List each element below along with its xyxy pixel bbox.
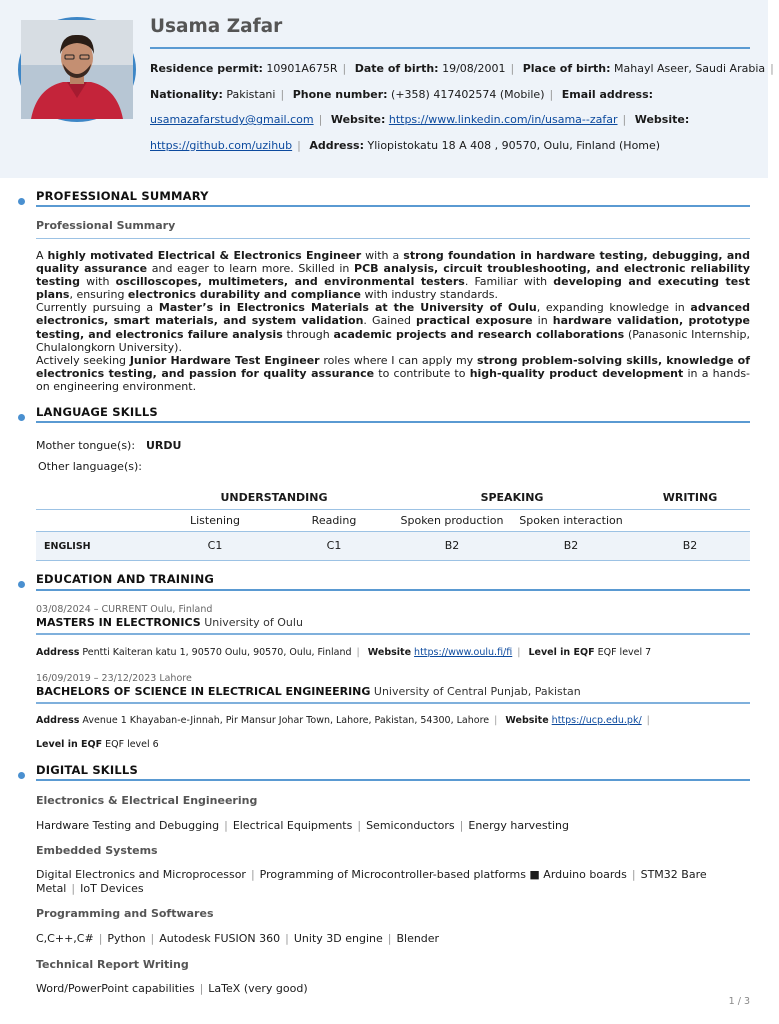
skill-item: Word/PowerPoint capabilities [36,982,195,995]
header-line-3 [150,113,689,126]
edu-school: University of Oulu [204,616,303,629]
section-bullet-icon [18,772,25,779]
skill-item: Hardware Testing and Debugging [36,819,220,832]
table-divider [36,509,750,510]
separator: | [297,139,301,152]
emphasis-text: strong foundation in hardware testing, debugging, and quality assurance [36,249,750,276]
skill-item: STM32 Bare Metal [36,868,707,895]
address-label: Address: [309,139,364,152]
edu-website-link[interactable]: https://www.oulu.fi/fi [414,647,513,658]
separator: | [357,819,362,832]
section-bullet-icon [18,198,25,205]
candidate-name: Usama Zafar [150,16,283,37]
section-divider [36,205,750,207]
skill-item: Energy harvesting [468,819,569,832]
section-divider [36,779,750,781]
edu-address: Avenue 1 Khayaban-e-Jinnah, Pir Mansur Johar Town, Lahore, Pakistan, 54300, Lahore [82,715,490,726]
phone-value: (+358) 417402574 (Mobile) [391,88,545,101]
separator: | [646,715,650,726]
skill-item: Autodesk FUSION 360 [159,932,281,945]
skill-item: Digital Electronics and Microprocessor [36,868,246,881]
edu-website-label: Website [505,715,549,726]
summary-text-run: with industry standards. [361,288,498,302]
separator: | [387,932,392,945]
table-divider [36,560,750,561]
github-link[interactable]: https://github.com/uzihub [150,139,293,152]
summary-text-run: A [36,249,48,262]
skill-group-title: Embedded Systems [36,844,158,857]
website-label-2: Website: [634,113,690,126]
col-spoken-interaction: Spoken interaction [519,514,623,527]
separator: | [510,62,515,75]
emphasis-text: oscilloscopes, multimeters, and environmental testers [115,275,465,289]
col-writing: WRITING [662,491,718,504]
separator: | [494,715,498,726]
separator: | [98,932,103,945]
separator: | [71,881,76,895]
summary-text-run: roles where I can apply my [319,353,477,367]
section-bullet-icon [18,414,25,421]
language-name: ENGLISH [44,541,91,552]
edu-degree: MASTERS IN ELECTRONICS [36,616,201,629]
other-language-label: Other language(s): [38,460,142,473]
website-label: Website: [330,113,386,126]
edu-website-label: Website [367,647,412,658]
edu-eqf: EQF level 7 [597,647,652,658]
residence-label: Residence permit: [150,62,263,75]
separator: | [199,982,204,995]
emphasis-text: academic projects and research collaborations [333,327,625,341]
page-number: 1 / 3 [728,996,750,1007]
skill-item: C,C++,C# [36,932,94,945]
summary-text-run: to contribute to [374,366,470,380]
cv-header [0,0,774,178]
edu-date: 16/09/2019 – 23/12/2023 Lahore [36,673,192,684]
summary-text-run: in a hands-on engineering environment. [36,366,751,393]
separator: | [250,868,255,881]
separator: | [150,932,155,945]
header-divider [150,47,750,49]
emphasis-text: highly motivated Electrical & Electronics Engineer [47,249,362,262]
skill-item: LaTeX (very good) [208,982,308,995]
edu-divider [36,702,750,704]
edu-address: Pentti Kaiteran katu 1, 90570 Oulu, 90570, Oulu, Finland [82,647,352,658]
linkedin-link[interactable]: https://www.linkedin.com/in/usama--zafar [388,113,618,126]
pob-value: Mahayl Aseer, Saudi Arabia [614,62,766,75]
edu-title [36,616,303,629]
summary-text-run: . Gained [363,314,417,328]
header-line-4 [150,139,660,152]
edu-divider [36,633,750,635]
section-title-digital: DIGITAL SKILLS [36,763,138,777]
edu-school: University of Central Punjab, Pakistan [373,685,581,698]
skill-group-title: Electronics & Electrical Engineering [36,794,258,807]
skill-item: Blender [396,932,440,945]
col-listening: Listening [190,514,240,527]
section-title-language: LANGUAGE SKILLS [36,405,158,419]
summary-paragraph-3 [36,354,750,393]
col-speaking: SPEAKING [480,491,544,504]
section-title-education: EDUCATION AND TRAINING [36,572,215,586]
emphasis-text: practical exposure [416,314,533,328]
summary-text-run: in [532,314,553,328]
separator: | [549,88,554,101]
edu-address-label: Address [36,647,80,658]
spoken-production-level: B2 [444,539,460,552]
separator: | [224,819,228,832]
separator: | [631,868,636,881]
separator: | [622,113,627,126]
skill-item: Python [107,932,146,945]
emphasis-text: developing and executing test plans [36,275,751,302]
edu-degree: BACHELORS OF SCIENCE IN ELECTRICAL ENGINEERING [36,685,371,698]
address-value: Yliopistokatu 18 A 408 , 90570, Oulu, Finland (Home) [367,139,661,152]
separator: | [342,62,347,75]
separator: | [459,819,464,832]
skill-group-title: Technical Report Writing [36,958,189,971]
section-divider [36,421,750,423]
summary-text-run: with a [361,249,404,262]
skill-list [36,868,750,895]
edu-address-label: Address [36,715,80,726]
summary-text-run: through [282,327,334,341]
separator: | [318,113,323,126]
separator: | [770,62,774,75]
skill-item: Programming of Microcontroller-based platforms ■ Arduino boards [259,868,627,881]
header-line-1 [150,62,779,75]
nationality-label: Nationality: [150,88,223,101]
mother-tongue-value: URDU [146,439,182,452]
emphasis-text: Master’s in Electronics Materials at the University of Oulu [158,301,537,315]
mother-tongue-label: Mother tongue(s): [36,439,136,452]
col-understanding: UNDERSTANDING [220,491,328,504]
col-reading: Reading [311,514,357,527]
residence-value: 10901A675R [266,62,338,75]
summary-paragraph-2 [36,301,750,353]
edu-date: 03/08/2024 – CURRENT Oulu, Finland [36,604,213,615]
separator: | [285,932,289,945]
emphasis-text: strong problem-solving skills, knowledge of electronics testing, and passion for quality assurance [36,353,751,380]
separator: | [517,647,521,658]
skill-item: IoT Devices [80,881,144,895]
separator: | [280,88,285,101]
edu-eqf: EQF level 6 [105,739,159,750]
summary-subheading: Professional Summary [36,219,176,232]
skill-item: Electrical Equipments [232,819,353,832]
emphasis-text: high-quality product development [469,366,684,380]
profile-photo [18,17,136,122]
edu-eqf-label: Level in EQF [36,739,103,750]
writing-level: B2 [682,539,698,552]
summary-text [36,249,750,393]
edu-details [36,715,655,726]
emphasis-text: electronics durability and compliance [127,288,362,302]
skill-item: Semiconductors [366,819,455,832]
listening-level: C1 [207,539,223,552]
email-link[interactable]: usamazafarstudy@gmail.com [150,113,314,126]
skill-list [36,932,750,946]
reading-level: C1 [326,539,342,552]
skill-group-title: Programming and Softwares [36,907,214,920]
emphasis-text: advanced electronics, smart materials, and system validation [36,301,750,328]
email-label: Email address: [561,88,654,101]
separator: | [356,647,360,658]
nationality-value: Pakistani [226,88,276,101]
summary-text-run: . Familiar with [464,275,554,289]
col-spoken-production: Spoken production [400,514,504,527]
phone-label: Phone number: [292,88,388,101]
skill-item: Unity 3D engine [293,932,383,945]
summary-text-run: with [80,275,116,289]
dob-value: 19/08/2001 [442,62,506,75]
summary-text-run: and eager to learn more. Skilled in [147,262,355,276]
edu-eqf-line [36,739,159,750]
skill-list [36,819,750,833]
edu-eqf-label: Level in EQF [528,647,595,658]
summary-paragraph-1 [36,249,750,301]
emphasis-text: hardware validation, prototype testing, and electronics failure analysis [36,314,750,341]
summary-text-run: , ensuring [69,288,128,302]
edu-website-link[interactable]: https://ucp.edu.pk/ [551,715,642,726]
summary-text-run: (Panasonic Internship, Chulalongkorn University). [36,327,751,354]
dob-label: Date of birth: [354,62,439,75]
skill-list [36,982,750,996]
spoken-interaction-level: B2 [563,539,579,552]
summary-text-run: , expanding knowledge in [536,301,691,315]
pob-label: Place of birth: [522,62,611,75]
emphasis-text: PCB analysis, circuit troubleshooting, and electronic reliability testing [36,262,750,289]
section-bullet-icon [18,581,25,588]
edu-title [36,685,581,698]
summary-text-run: Actively seeking [36,353,130,367]
edu-details [36,647,651,658]
emphasis-text: Junior Hardware Test Engineer [129,353,320,367]
subsection-divider [36,238,750,239]
section-divider [36,589,750,591]
header-line-2 [150,88,653,101]
summary-text-run: Currently pursuing a [36,301,159,315]
section-title-summary: PROFESSIONAL SUMMARY [36,189,209,203]
person-photo-icon [21,20,133,119]
